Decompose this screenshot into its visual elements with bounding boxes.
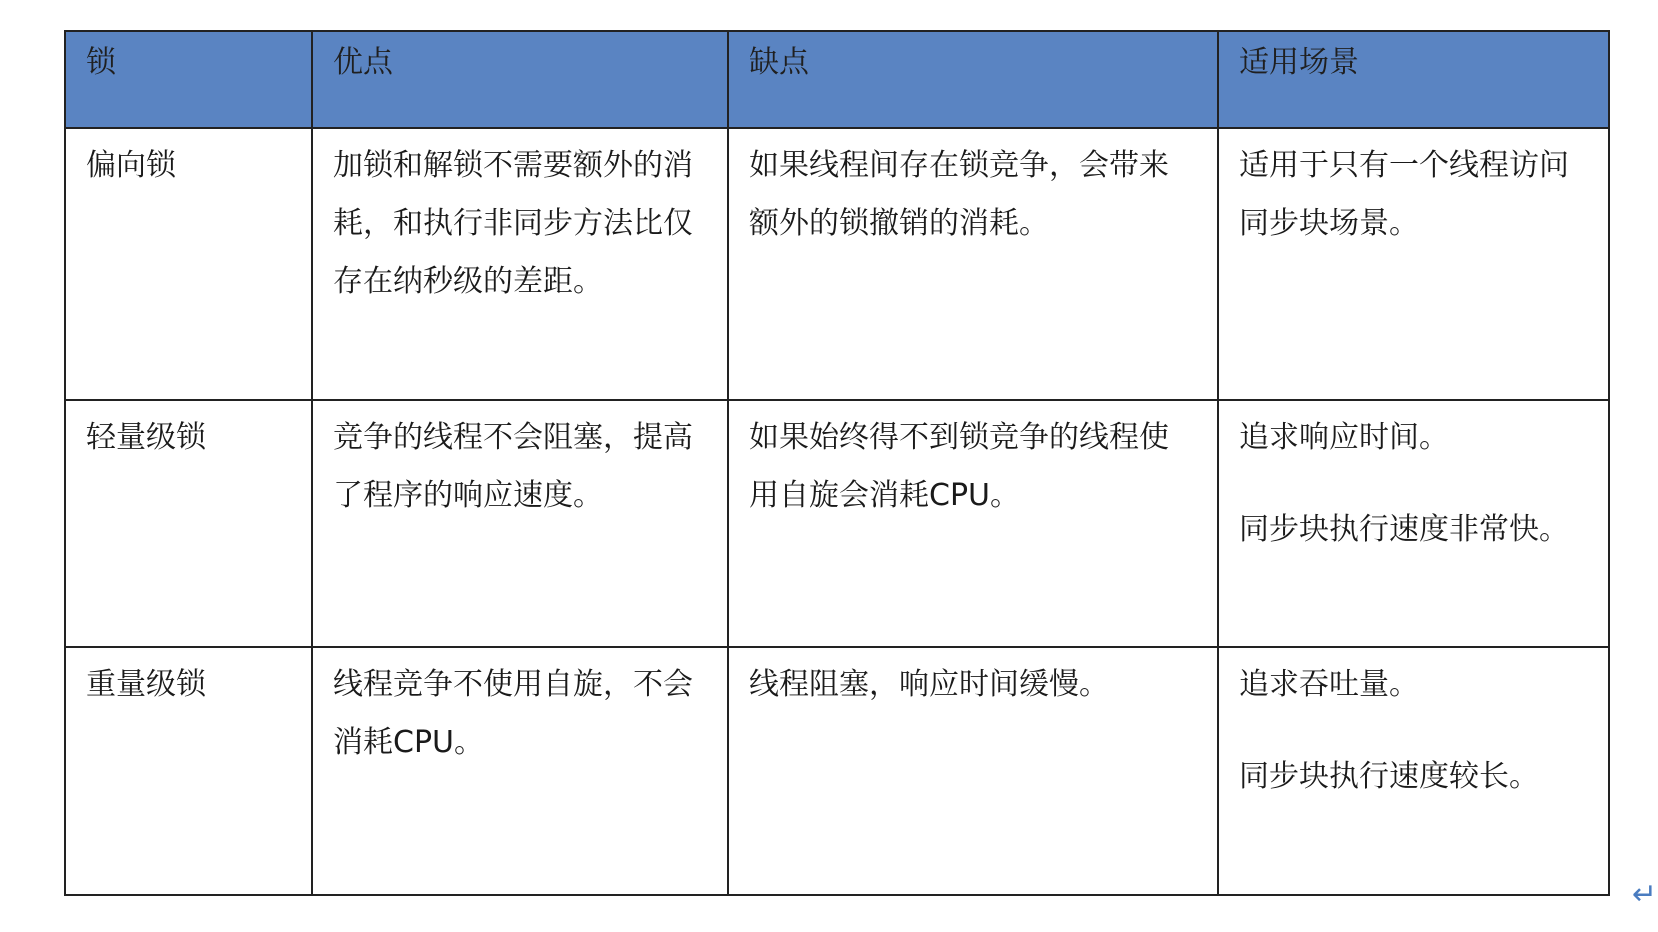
cell-cons: 如果始终得不到锁竞争的线程使用自旋会消耗CPU。 [728,400,1218,647]
cell-lock: 轻量级锁 [65,400,312,647]
table-row [65,128,1609,400]
table-row [65,647,1609,895]
header-cons: 缺点 [728,31,1218,128]
header-pros: 优点 [312,31,728,128]
cell-pros: 竞争的线程不会阻塞，提高了程序的响应速度。 [312,400,728,647]
cell-pros: 线程竞争不使用自旋，不会消耗CPU。 [312,647,728,895]
scenario-paragraph: 追求响应时间。 [1239,420,1449,455]
header-lock: 锁 [65,31,312,128]
cell-pros: 加锁和解锁不需要额外的消耗，和执行非同步方法比仅存在纳秒级的差距。 [312,128,728,400]
scenario-paragraph: 同步块执行速度较长。 [1239,759,1539,794]
cell-scenario [1218,647,1609,895]
cell-scenario [1218,128,1609,400]
cell-scenario [1218,400,1609,647]
header-scenario: 适用场景 [1218,31,1609,128]
scenario-paragraph: 适用于只有一个线程访问同步块场景。 [1239,148,1569,241]
scenario-paragraph: 同步块执行速度非常快。 [1239,512,1569,547]
paragraph-return-icon: ↵ [1632,877,1658,912]
table-row [65,400,1609,647]
cell-cons: 如果线程间存在锁竞争，会带来额外的锁撤销的消耗。 [728,128,1218,400]
scenario-paragraph: 追求吞吐量。 [1239,667,1419,702]
cell-lock: 重量级锁 [65,647,312,895]
table-header-row [65,31,1609,128]
lock-comparison-table [64,30,1610,896]
cell-lock: 偏向锁 [65,128,312,400]
cell-cons: 线程阻塞，响应时间缓慢。 [728,647,1218,895]
